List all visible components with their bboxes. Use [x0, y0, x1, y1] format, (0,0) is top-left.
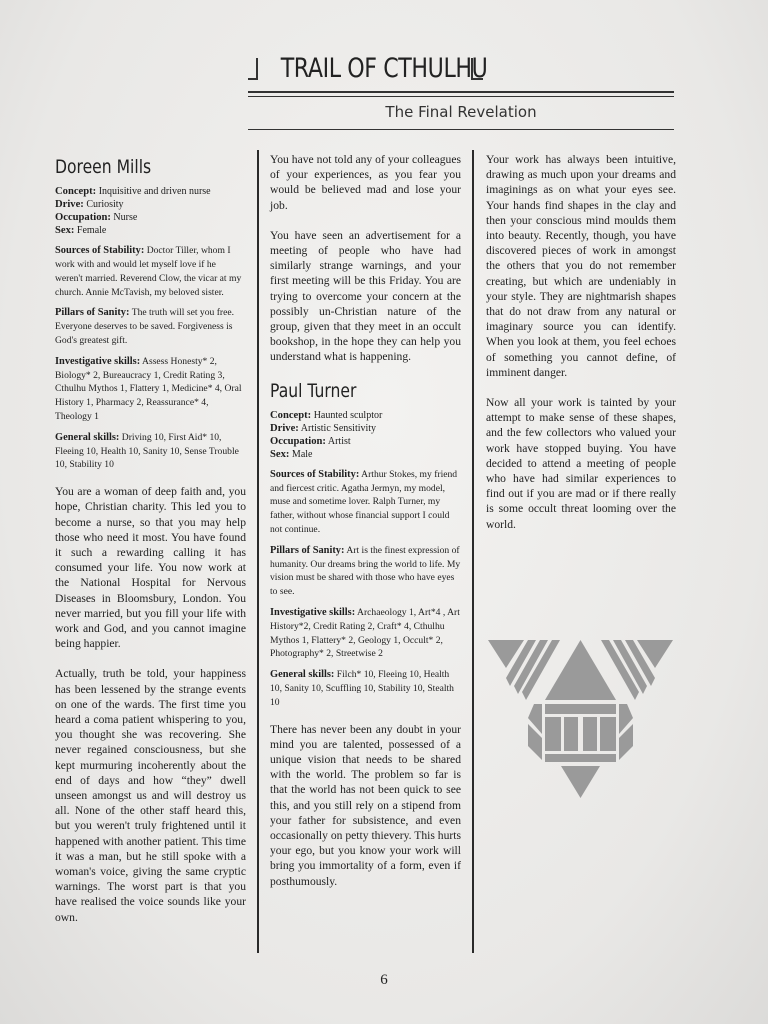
- sex-value: Male: [291, 448, 313, 460]
- column-divider: [257, 150, 259, 953]
- scenario-title: The Final Revelation: [385, 103, 537, 121]
- character-stats: [55, 185, 246, 237]
- concept-value: Haunted sculptor: [313, 409, 383, 421]
- header-rule: [248, 91, 674, 93]
- stat-label: Sex:: [270, 448, 290, 460]
- column-1: [55, 152, 246, 940]
- page-header: [0, 0, 768, 135]
- body-paragraph: You have seen an advertisement for a meeting of people who have had similarly strange warnings, and your first meeting will be this Friday. You are trying to overcome your concern at the possibly un-Christian nature of the group, given that they meet in an occult bookshop, in the hope they can help you understand what is happening.: [270, 228, 461, 364]
- page-number: 6: [380, 972, 388, 988]
- character-name: Doreen Mills: [55, 156, 152, 178]
- pillars-block: [270, 544, 461, 599]
- stat-label: General skills:: [270, 669, 335, 681]
- title-bracket-right: [471, 58, 483, 80]
- body-paragraph: Actually, truth be told, your happiness has been lessened by the strange events on one of the wards. The first time you heard a coma patient whispering to you, you thought she was recovering. She never regained consciousness, but she kept murmuring incoherently about the end of days and how “they” dwell unseen amongst us and will destroy us all. None of the other staff heard this, but you weren't truly frightened until it happened with another patient. This time it was a man, but he still spoke with a woman's voice, giving the same cryptic warnings. The worst part is that you have realised the voice sounds like your own.: [55, 667, 246, 924]
- stat-label: Pillars of Sanity:: [55, 307, 130, 319]
- stability-value: Arthur Stokes, my friend and fiercest critic. Agatha Jermyn, my model, muse and sometime lover. Ralph Turner, my father, without whose financial support I could not continue.: [270, 468, 458, 536]
- drive-value: Artistic Sensitivity: [300, 422, 377, 434]
- stability-block: [55, 244, 246, 299]
- stability-block: [270, 468, 461, 537]
- character-name: Paul Turner: [270, 379, 357, 402]
- stat-label: Sources of Stability:: [270, 468, 360, 480]
- concept-value: Inquisitive and driven nurse: [98, 186, 211, 198]
- subtitle-rule: [248, 129, 674, 130]
- investigative-block: [270, 606, 461, 661]
- stat-label: General skills:: [55, 431, 120, 443]
- pillars-block: [55, 306, 246, 347]
- stat-label: Drive:: [55, 199, 84, 211]
- pillars-value: The truth will set you free. Everyone deserves to be saved. Forgiveness is God's greatest gift.: [55, 307, 235, 346]
- general-block: [270, 668, 461, 709]
- stat-label: Occupation:: [270, 435, 326, 447]
- column-3: [486, 152, 676, 547]
- general-block: [55, 431, 246, 472]
- body-paragraph: You have not told any of your colleagues of your experiences, as you fear you would be believed mad and lose your job.: [270, 153, 461, 212]
- character-stats: [270, 409, 461, 461]
- drive-value: Curiosity: [86, 199, 124, 211]
- stat-label: Pillars of Sanity:: [270, 544, 345, 556]
- brand: [0, 52, 768, 86]
- stat-label: Investigative skills:: [55, 355, 141, 367]
- header-rule-thin: [248, 96, 674, 97]
- investigative-value: Archaeology 1, Art*4 , Art History*2, Credit Rating 2, Craft* 4, Cthulhu Mythos 1, Flattery* 2, Geology 1, Occult* 2, Photography* 2, Streetwise 2: [270, 607, 460, 660]
- investigative-value: Assess Honesty* 2, Biology* 2, Bureaucracy 1, Credit Rating 3, Cthulhu Mythos 1, Flattery 1, Medicine* 4, Oral History 1, Pharmacy 2, Reassurance* 4, Theology 1: [55, 355, 242, 422]
- sex-value: Female: [76, 225, 107, 237]
- column-2: [270, 152, 461, 904]
- elder-sign-emblem-icon: [488, 638, 673, 823]
- general-value: Driving 10, First Aid* 10, Fleeing 10, Health 10, Sanity 10, Sense Trouble 10, Stability 10: [55, 431, 239, 471]
- occupation-value: Artist: [327, 435, 351, 447]
- stat-label: Concept:: [270, 409, 312, 421]
- occupation-value: Nurse: [113, 212, 138, 224]
- game-title: TRAIL OF CTHULHU: [280, 53, 488, 84]
- investigative-block: [55, 355, 246, 424]
- pillars-value: Art is the finest expression of humanity. Our dreams bring the world to life. My vision must be shared with those who have eyes to see.: [270, 544, 461, 598]
- body-paragraph: Now all your work is tainted by your attempt to make sense of these shapes, and the few collectors who valued your work have stopped buying. You have decided to attend a meeting of people who have had similar experiences to find out if you are mad or if there really is some occult threat looming over the world.: [486, 396, 676, 531]
- body-paragraph: Your work has always been intuitive, drawing as much upon your dreams and imaginings as on what your eyes see. Your hands find shapes in the clay and then your conscious mind moulds them into beauty. Recently, though, you have discovered pieces of work in amongst the others that you do not remember creating, but which are undeniably in your style. They are nightmarish shapes that do not draw from any natural or imaginary source you can identify. When you look at them, you feel echoes of something you cannot define, of imminent danger.: [486, 153, 676, 379]
- stat-label: Drive:: [270, 422, 299, 434]
- stability-value: Doctor Tiller, whom I work with and would let myself love if he weren't married. Reverend Clow, the vicar at my church. Annie McTavish, my beloved sister.: [55, 245, 242, 298]
- general-value: Filch* 10, Fleeing 10, Health 10, Sanity 10, Scuffling 10, Stability 10, Stealth 10: [270, 669, 454, 708]
- stat-label: Investigative skills:: [270, 607, 356, 619]
- stat-label: Sex:: [55, 225, 75, 237]
- column-divider: [472, 150, 474, 953]
- stat-label: Occupation:: [55, 212, 111, 224]
- body-paragraph: There has never been any doubt in your mind you are talented, possessed of a unique vision that needs to be shared with the world. The problem so far is that the world has not been quick to see this, and you still rely on a stipend from your father for subsistence, and even occasionally on petty thievery. This hurts your ego, but you know your work will bring you immortality of a form, even if posthumously.: [270, 722, 461, 888]
- stat-label: Sources of Stability:: [55, 245, 145, 257]
- stat-label: Concept:: [55, 186, 97, 198]
- body-paragraph: You are a woman of deep faith and, you hope, Christian charity. This led you to become a nurse, so that you may help those who need it most. You have found it such a rewarding calling it has consumed your life. You now work at the National Hospital for Nervous Diseases in Bloomsbury, London. You never married, but you fill your life with work and God, and you cannot imagine being happier.: [55, 485, 246, 651]
